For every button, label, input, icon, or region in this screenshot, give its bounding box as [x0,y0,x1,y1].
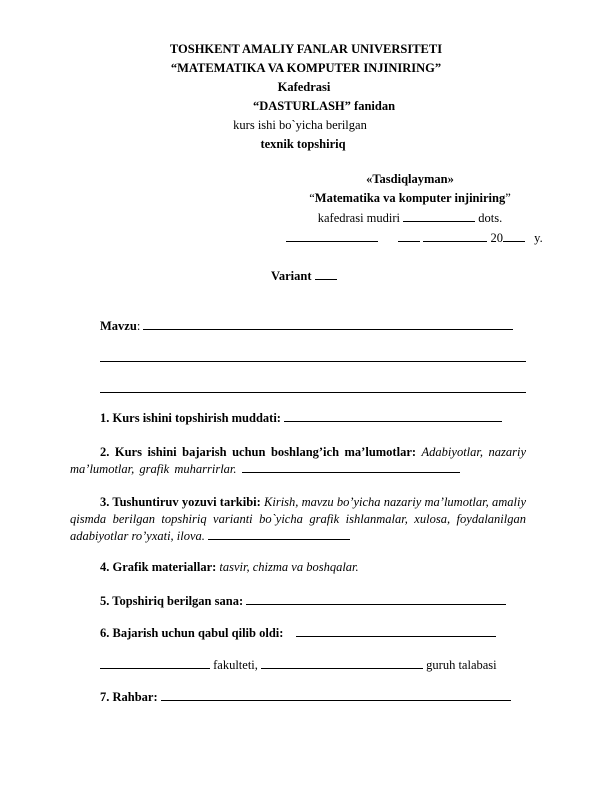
group-blank[interactable] [261,657,423,669]
supervisor-blank[interactable] [161,689,511,701]
year-blank[interactable] [503,230,525,242]
approval-department-name: Matematika va komputer injiniring [314,191,506,205]
initial-data-label: 2. Kurs ishini bajarish uchun boshlang’ich ma’lumotlar: [100,445,417,459]
graphics-line [100,560,359,575]
deadline-line [100,410,502,426]
quote-close: ” [505,191,511,205]
topic-label: Mavzu [100,319,137,333]
document-type: texnik topshiriq [260,137,346,151]
topic-line: Mavzu: [100,318,513,334]
head-name-blank[interactable] [403,210,475,222]
head-suffix: dots. [478,211,503,225]
university-name: TOSHKENT AMALIY FANLAR UNIVERSITETI [169,42,443,56]
note-content-label: 3. Tushuntiruv yozuvi tarkibi: [100,495,261,509]
signature-blank[interactable] [286,230,378,242]
note-content-blank[interactable] [208,528,350,540]
issued-date-blank[interactable] [246,593,506,605]
department-label: Kafedrasi [277,80,331,94]
note-content-hint: Kirish, mavzu bo’yicha nazariy ma’lumotlar, amaliy qismda berilgan topshiriq varianti bo`yicha grafik ishlanmalar, xulosa, foydalanilgan adabiyotlar ro’yxati, ilova. [70,495,527,543]
quote-open: “ [309,191,315,205]
group-suffix: guruh talabasi [426,658,497,672]
faculty-name: “MATEMATIKA VA KOMPUTER INJINIRING” [170,61,442,75]
faculty-group-line [100,657,497,673]
accepted-line [100,625,496,641]
head-prefix: kafedrasi mudiri [317,211,401,225]
topic-blank[interactable] [143,318,513,330]
accepted-label: 6. Bajarish uchun qabul qilib oldi: [100,626,284,640]
graphics-hint: tasvir, chizma va boshqalar. [219,560,359,574]
day-blank[interactable] [398,230,420,242]
initial-data-blank[interactable] [242,461,460,473]
subtitle: kurs ishi bo`yicha berilgan [233,118,367,132]
faculty-blank[interactable] [100,657,210,669]
supervisor-line [100,689,511,705]
year-suffix: y. [534,231,543,245]
faculty-suffix: fakulteti, [213,658,258,672]
deadline-label: 1. Kurs ishini topshirish muddati: [100,411,281,425]
initial-data-paragraph [70,444,526,478]
note-content-paragraph [70,494,526,545]
deadline-blank[interactable] [284,410,502,422]
issued-date-label: 5. Topshiriq berilgan sana: [100,594,244,608]
subject-title: “DASTURLASH” fanidan [252,99,396,113]
topic-continuation-line-1[interactable] [100,361,526,362]
initial-data-hint: Adabiyotlar, nazariy ma’lumotlar, grafik muharrirlar. [70,445,527,476]
approval-department [280,191,540,206]
graphics-label: 4. Grafik materiallar: [100,560,217,574]
approval-title: «Tasdiqlayman» [366,172,454,186]
month-blank[interactable] [423,230,487,242]
variant-line [271,268,337,284]
variant-blank[interactable] [315,268,337,280]
variant-label: Variant [271,269,312,283]
approval-head-line [280,210,540,226]
accepted-blank[interactable] [296,625,496,637]
year-prefix: 20 [490,231,503,245]
approval-date-line [286,230,543,246]
issued-date-line [100,593,506,609]
topic-continuation-line-2[interactable] [100,392,526,393]
supervisor-label: 7. Rahbar: [100,690,158,704]
